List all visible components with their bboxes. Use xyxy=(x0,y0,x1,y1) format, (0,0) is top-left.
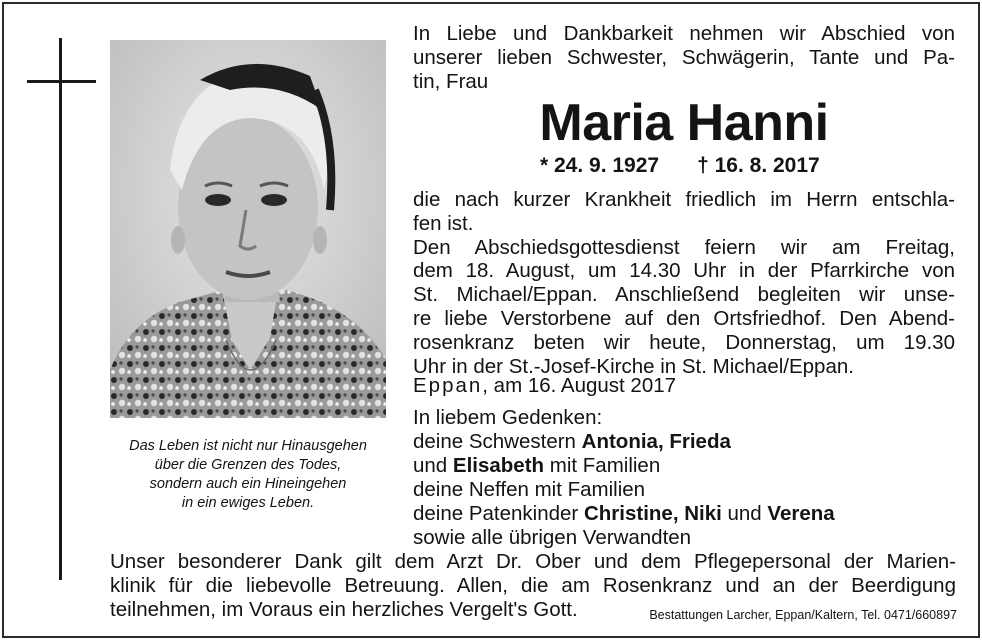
quote-line: Das Leben ist nicht nur Hinausgehen xyxy=(129,438,367,454)
mourner-line: sowie alle übrigen Verwandten xyxy=(413,526,692,549)
birth-date: * 24. 9. 1927 xyxy=(540,154,660,177)
mourner-names: Christine, Niki xyxy=(583,502,722,525)
quote-line: sondern auch ein Hineingehen xyxy=(149,476,347,492)
body-line: St. Michael/Eppan. Anschließend begleiten wir unse- xyxy=(413,283,955,307)
mourners-list xyxy=(413,406,955,550)
intro-text xyxy=(413,22,955,93)
life-dates xyxy=(540,153,820,179)
body-line: Den Abschiedsgottesdienst feiern wir am Freitag, xyxy=(413,235,955,259)
body-line: dem 18. August, um 14.30 Uhr in der Pfarrkirche von xyxy=(413,259,955,283)
notice-date: , am 16. August 2017 xyxy=(482,374,677,397)
body-line: fen ist. xyxy=(413,211,474,235)
funeral-home-credit: Bestattungen Larcher, Eppan/Kaltern, Tel. 0471/660897 xyxy=(649,608,957,622)
mourner-line xyxy=(413,502,955,526)
intro-line: In Liebe und Dankbarkeit nehmen wir Abschied von xyxy=(413,22,955,45)
memorial-quote xyxy=(100,437,396,513)
portrait-photo xyxy=(110,40,386,418)
thanks-line: klinik für die liebevolle Betreuung. Allen, die am Rosenkranz und an der Beerdigung xyxy=(110,573,956,597)
body-line: re liebe Verstorbene auf den Ortsfriedhof. Den Abend- xyxy=(413,306,955,330)
place-date xyxy=(413,374,955,398)
service-details xyxy=(413,188,955,378)
quote-line: über die Grenzen des Todes, xyxy=(154,457,342,473)
mourner-text: und xyxy=(721,502,768,525)
mourner-line xyxy=(413,454,955,478)
body-line: die nach kurzer Krankheit friedlich im Herrn entschla- xyxy=(413,188,955,211)
thanks-line: Unser besonderer Dank gilt dem Arzt Dr. Ober und dem Pflegepersonal der Marien- xyxy=(110,550,956,573)
mourner-text: und xyxy=(413,454,453,477)
mourner-text: deine Schwestern xyxy=(413,430,582,453)
death-date: † 16. 8. 2017 xyxy=(697,154,820,177)
mourners-heading: In liebem Gedenken: xyxy=(413,406,603,429)
intro-line: unserer lieben Schwester, Schwägerin, Tante und Pa- xyxy=(413,45,955,69)
mourner-text: mit Familien xyxy=(544,454,661,477)
mourner-line: deine Neffen mit Familien xyxy=(413,478,646,501)
mourner-names: Antonia, Frieda xyxy=(581,430,731,453)
body-line: Uhr in der St.-Josef-Kirche in St. Michael/Eppan. xyxy=(413,354,854,378)
mourner-line xyxy=(413,430,955,454)
mourner-names: Elisabeth xyxy=(452,454,545,477)
place-name: Eppan xyxy=(413,374,483,397)
mourner-text: deine Patenkinder xyxy=(413,502,584,525)
intro-line: tin, Frau xyxy=(413,69,489,93)
body-line: rosenkranz beten wir heute, Donnerstag, um 19.30 xyxy=(413,330,955,354)
mourner-names: Verena xyxy=(767,502,835,525)
deceased-name: Maria Hanni xyxy=(539,94,829,152)
quote-line: in ein ewiges Leben. xyxy=(181,495,315,511)
thanks-line: teilnehmen, im Voraus ein herzliches Vergelt's Gott. xyxy=(110,597,578,621)
